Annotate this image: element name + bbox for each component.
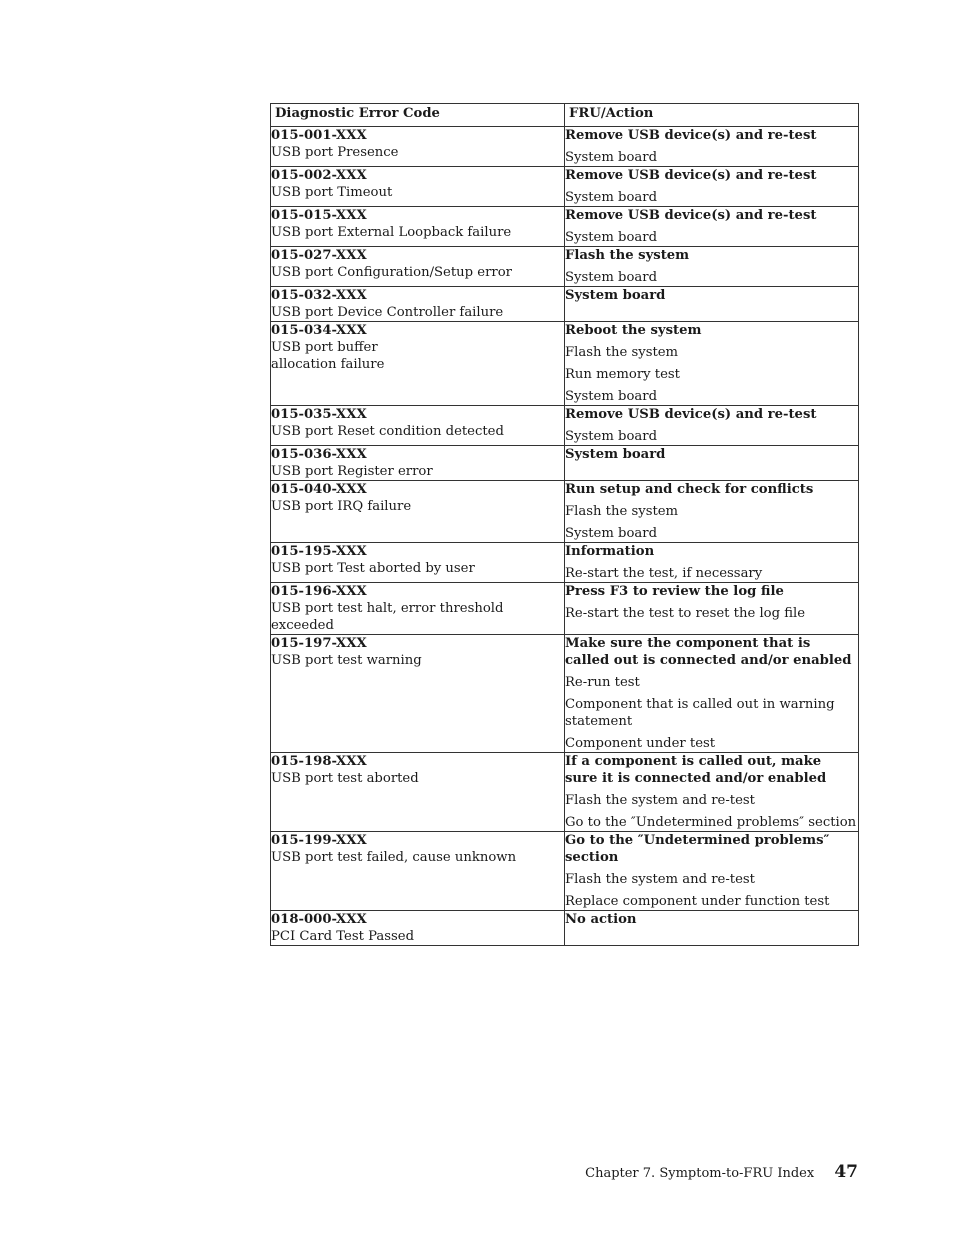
fru-action-item: System board xyxy=(565,526,658,541)
error-code: 015-002-XXX xyxy=(271,168,367,183)
error-code: 015-195-XXX xyxy=(271,544,367,559)
error-code-cell xyxy=(271,583,565,635)
header-diagnostic-error-code: Diagnostic Error Code xyxy=(271,104,565,127)
error-description: USB port Reset condition detected xyxy=(271,424,504,439)
error-code: 015-035-XXX xyxy=(271,407,367,422)
fru-action-item: System board xyxy=(565,190,658,205)
fru-action-cell xyxy=(565,635,859,753)
error-code: 015-001-XXX xyxy=(271,128,367,143)
fru-action-item: Go to the ″Undetermined problems″ section xyxy=(565,815,857,830)
error-description: allocation failure xyxy=(271,357,385,372)
error-description: PCI Card Test Passed xyxy=(271,929,415,944)
fru-action-item: System board xyxy=(565,288,666,303)
error-code: 015-040-XXX xyxy=(271,482,367,497)
error-description: USB port test failed, cause unknown xyxy=(271,850,517,865)
table-row xyxy=(271,207,859,247)
error-code: 015-196-XXX xyxy=(271,584,367,599)
fru-action-item: Go to the ″Undetermined problems″ section xyxy=(565,833,830,865)
fru-action-item: Remove USB device(s) and re-test xyxy=(565,208,817,223)
fru-action-cell xyxy=(565,543,859,583)
fru-action-cell xyxy=(565,167,859,207)
fru-action-item: Remove USB device(s) and re-test xyxy=(565,168,817,183)
error-code: 015-199-XXX xyxy=(271,833,367,848)
error-code-cell xyxy=(271,753,565,832)
error-code: 015-197-XXX xyxy=(271,636,367,651)
fru-action-item: System board xyxy=(565,447,666,462)
fru-action-item: System board xyxy=(565,230,658,245)
table-row xyxy=(271,911,859,946)
error-description: USB port Register error xyxy=(271,464,433,479)
chapter-title: Chapter 7. Symptom-to-FRU Index xyxy=(585,1166,815,1181)
fru-action-item: Flash the system and re-test xyxy=(565,793,755,808)
fru-action-item: System board xyxy=(565,150,658,165)
error-code-table xyxy=(270,103,859,946)
table-row xyxy=(271,481,859,543)
fru-action-item: System board xyxy=(565,389,658,404)
page-footer xyxy=(585,1162,858,1182)
fru-action-cell xyxy=(565,322,859,406)
fru-action-item: Remove USB device(s) and re-test xyxy=(565,407,817,422)
error-code-cell xyxy=(271,832,565,911)
table-row xyxy=(271,832,859,911)
error-description: USB port Test aborted by user xyxy=(271,561,475,576)
fru-action-cell xyxy=(565,832,859,911)
fru-action-cell xyxy=(565,481,859,543)
fru-action-item: Re-start the test to reset the log file xyxy=(565,606,806,621)
fru-action-cell xyxy=(565,583,859,635)
table-row xyxy=(271,127,859,167)
fru-action-item: Remove USB device(s) and re-test xyxy=(565,128,817,143)
error-code-cell xyxy=(271,167,565,207)
error-description: USB port Configuration/Setup error xyxy=(271,265,512,280)
table-row xyxy=(271,583,859,635)
fru-action-cell xyxy=(565,207,859,247)
error-description: USB port Timeout xyxy=(271,185,393,200)
fru-action-item: Make sure the component that is called out is connected and/or enabled xyxy=(565,636,852,668)
error-code-cell xyxy=(271,207,565,247)
error-code: 015-032-XXX xyxy=(271,288,367,303)
fru-action-cell xyxy=(565,911,859,946)
fru-action-item: Flash the system xyxy=(565,504,679,519)
fru-action-item: Component that is called out in warning statement xyxy=(565,697,835,729)
table-row xyxy=(271,406,859,446)
fru-action-item: System board xyxy=(565,270,658,285)
error-code: 015-015-XXX xyxy=(271,208,367,223)
error-description: USB port Presence xyxy=(271,145,399,160)
fru-action-cell xyxy=(565,406,859,446)
table-row xyxy=(271,446,859,481)
fru-action-item: Press F3 to review the log file xyxy=(565,584,784,599)
page-number: 47 xyxy=(834,1162,858,1182)
fru-action-item: If a component is called out, make sure it is connected and/or enabled xyxy=(565,754,827,786)
error-code-cell xyxy=(271,911,565,946)
fru-action-item: Run memory test xyxy=(565,367,680,382)
table-row xyxy=(271,753,859,832)
fru-action-cell xyxy=(565,247,859,287)
error-code-cell xyxy=(271,543,565,583)
error-code-cell xyxy=(271,406,565,446)
fru-action-item: Flash the system xyxy=(565,248,690,263)
fru-action-item: Reboot the system xyxy=(565,323,702,338)
error-description: USB port test halt, error threshold exceeded xyxy=(271,601,504,633)
error-code: 015-034-XXX xyxy=(271,323,367,338)
error-description: USB port Device Controller failure xyxy=(271,305,504,320)
error-code-cell xyxy=(271,481,565,543)
fru-action-item: Run setup and check for conflicts xyxy=(565,482,814,497)
error-description: USB port test aborted xyxy=(271,771,419,786)
fru-action-item: Flash the system xyxy=(565,345,679,360)
error-code: 018-000-XXX xyxy=(271,912,367,927)
fru-action-item: Re-start the test, if necessary xyxy=(565,566,763,581)
table-row xyxy=(271,635,859,753)
table-row xyxy=(271,287,859,322)
table-row xyxy=(271,543,859,583)
fru-action-item: Information xyxy=(565,544,655,559)
fru-action-item: Replace component under function test xyxy=(565,894,830,909)
error-description: USB port buffer xyxy=(271,340,378,355)
table-row xyxy=(271,322,859,406)
fru-action-item: Flash the system and re-test xyxy=(565,872,755,887)
table-header-row xyxy=(271,104,859,127)
error-code: 015-036-XXX xyxy=(271,447,367,462)
fru-action-cell xyxy=(565,127,859,167)
fru-action-cell xyxy=(565,753,859,832)
error-code-cell xyxy=(271,247,565,287)
fru-action-item: Re-run test xyxy=(565,675,640,690)
error-description: USB port External Loopback failure xyxy=(271,225,512,240)
table-row xyxy=(271,167,859,207)
fru-action-cell xyxy=(565,287,859,322)
error-code-cell xyxy=(271,287,565,322)
fru-action-cell xyxy=(565,446,859,481)
error-code: 015-027-XXX xyxy=(271,248,367,263)
error-code: 015-198-XXX xyxy=(271,754,367,769)
error-description: USB port test warning xyxy=(271,653,422,668)
fru-action-item: No action xyxy=(565,912,637,927)
fru-action-item: Component under test xyxy=(565,736,716,751)
error-description: USB port IRQ failure xyxy=(271,499,412,514)
error-code-cell xyxy=(271,635,565,753)
table-row xyxy=(271,247,859,287)
header-fru-action: FRU/Action xyxy=(565,104,859,127)
error-code-cell xyxy=(271,446,565,481)
error-code-cell xyxy=(271,322,565,406)
error-code-cell xyxy=(271,127,565,167)
fru-action-item: System board xyxy=(565,429,658,444)
